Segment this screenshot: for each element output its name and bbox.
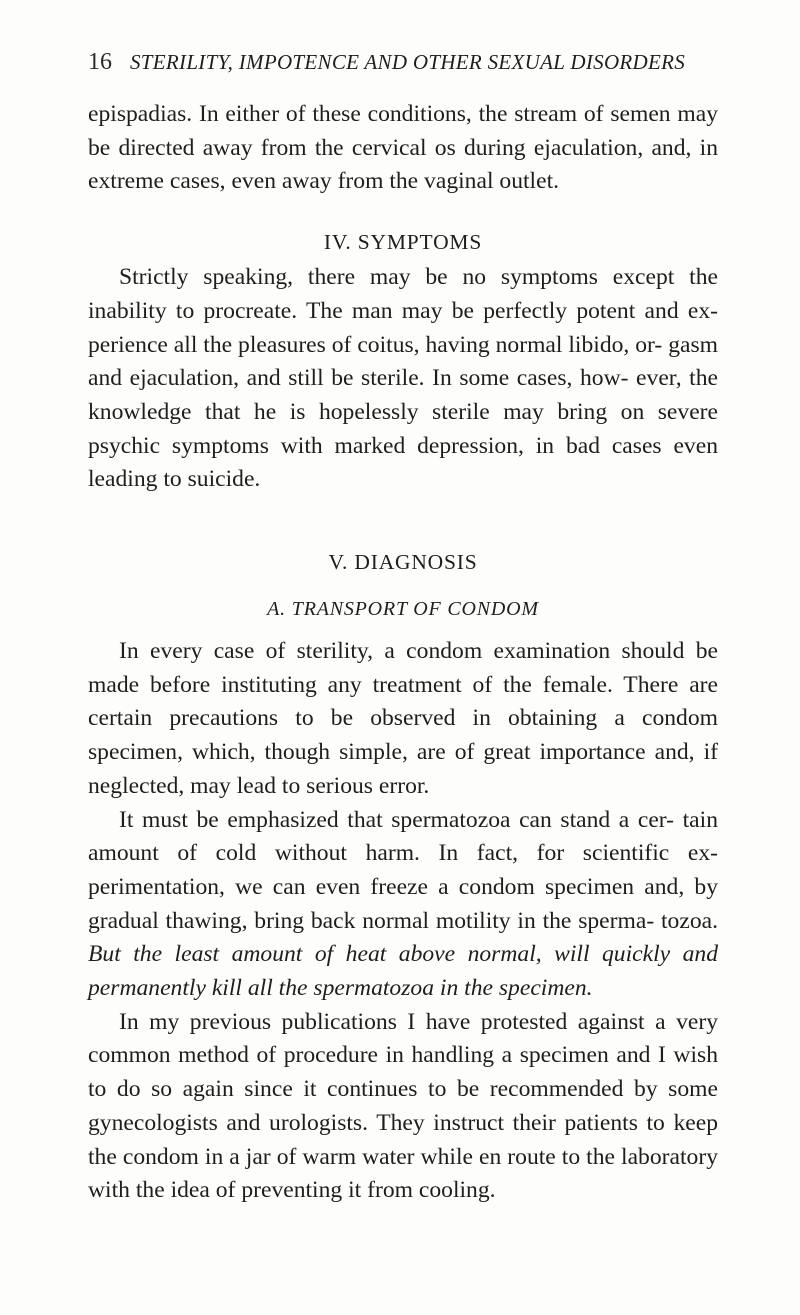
intro-paragraph: epispadias. In either of these conditions, the stream of semen may be directed away from the cervical os during ejaculation, and, in extreme cases, even away from the vaginal outlet. (88, 101, 718, 195)
page-number: 16 (88, 49, 112, 75)
running-head (88, 48, 718, 76)
section-heading-diagnosis: V. DIAGNOSIS (328, 550, 478, 575)
cold-tolerance-text: It must be emphasized that spermatozoa can stand a cer- tain amount of cold without harm. In fact, for scientific ex- perimentation, we can even freeze a condom specimen and, by gradual thawing, bring back normal motility in the sperma- tozoa. (88, 806, 718, 934)
running-title: STERILITY, IMPOTENCE AND OTHER SEXUAL DISORDERS (130, 50, 686, 74)
symptoms-paragraph: Strictly speaking, there may be no symptoms except the inability to procreate. The man may be perfectly potent and ex- perience all the pleasures of coitus, having normal libido, or- gasm and ejaculation, and still be sterile. In some cases, how- ever, the knowledge that he is hopelessly sterile may bring on severe psychic symptoms with marked depression, in bad cases even leading to suicide. (88, 264, 718, 493)
subheading-transport-of-condom: A. TRANSPORT OF CONDOM (267, 598, 539, 621)
section-heading-symptoms: IV. SYMPTOMS (323, 230, 483, 255)
heat-warning-italic: But the least amount of heat above normal, will quickly and permanently kill all the spermatozoa in the specimen. (88, 941, 718, 1002)
book-page (88, 48, 718, 1208)
condom-exam-paragraph: In every case of sterility, a condom examination should be made before instituting any treatment of the female. There are certain precautions to be observed in obtaining a condom specimen, which, though simple, are of great importance and, if neglected, may lead to serious error. (88, 638, 718, 799)
cold-tolerance-paragraph (88, 804, 718, 1006)
previous-publications-paragraph: In my previous publications I have protested against a very common method of procedure in handling a specimen and I wish to do so again since it continues to be recommended by some gynecologists and urologists. They instruct their patients to keep the condom in a jar of warm water while en route to the laboratory with the idea of preventing it from cooling. (88, 1008, 718, 1204)
